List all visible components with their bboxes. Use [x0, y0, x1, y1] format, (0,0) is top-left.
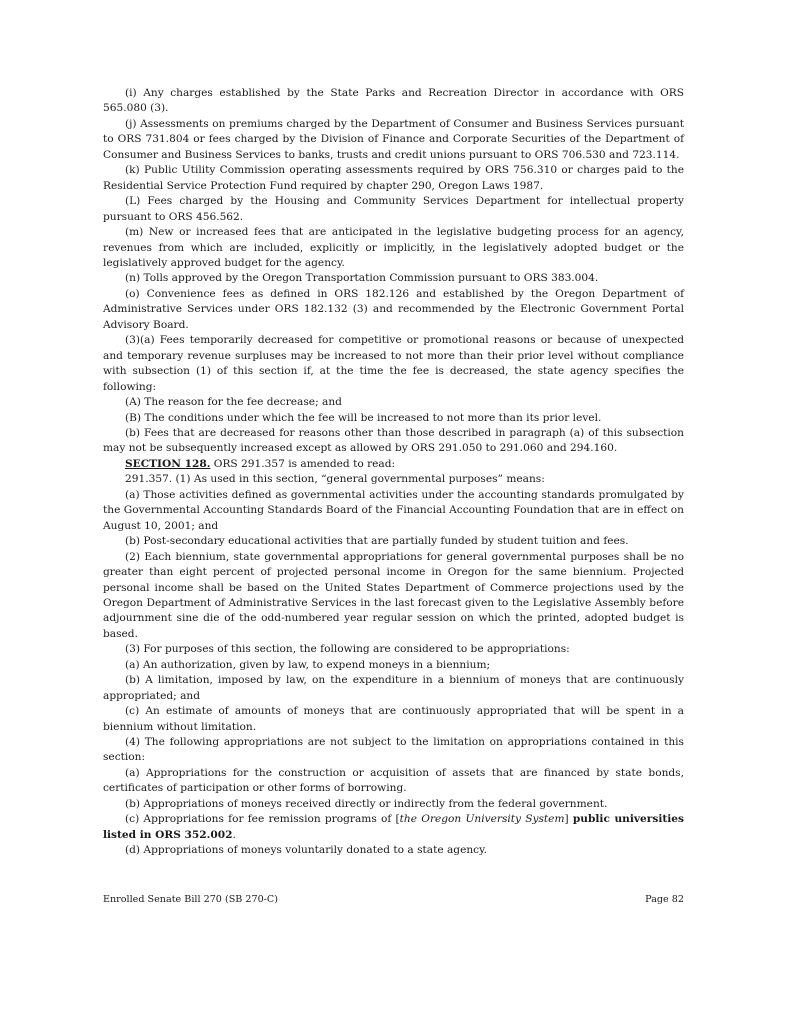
paragraph-1a: (a) Those activities defined as governmental activities under the accounting standards promulgated by the Governmental Accounting Standards Board of the Financial Accounting Foundation that are in effect on August 10, 2001; and: [103, 488, 684, 532]
page-number: Page 82: [645, 894, 684, 905]
section-128-line: [103, 457, 684, 472]
paragraph-k: (k) Public Utility Commission operating assessments required by ORS 756.310 or charges paid to the Residential Service Protection Fund required by chapter 290, Oregon Laws 1987.: [103, 164, 684, 192]
paragraph-2: (2) Each biennium, state governmental appropriations for general governmental purposes shall be no greater than eight percent of projected personal income in Oregon for the same biennium. Projected personal income shall be based on the United States Department of Commerce projections used by the Oregon Department of Administrative Services in the last forecast given to the Legislative Assembly before adjournment sine die of the odd-numbered year regular session on which the printed, adopted budget is based.: [103, 550, 684, 640]
deleted-text: the Oregon University System: [399, 813, 565, 826]
para-4c-prefix: (c) Appropriations for fee remission programs of [: [125, 813, 400, 826]
page-footer: [103, 894, 684, 905]
paragraph-3-a: (a) An authorization, given by law, to expend moneys in a biennium;: [125, 658, 491, 671]
section-intro: ORS 291.357 is amended to read:: [210, 457, 396, 470]
para-4c-middle: ]: [564, 813, 573, 826]
paragraph-l: (L) Fees charged by the Housing and Community Services Department for intellectual property pursuant to ORS 456.562.: [103, 195, 684, 223]
paragraph-3b: (b) Fees that are decreased for reasons other than those described in paragraph (a) of this subsection may not be subsequently increased except as allowed by ORS 291.050 to 291.060 and 294.160.: [103, 426, 684, 455]
bill-identifier: Enrolled Senate Bill 270 (SB 270-C): [103, 894, 278, 905]
paragraph-3: (3) For purposes of this section, the following are considered to be appropriations:: [125, 643, 570, 656]
inserted-text: public universities listed in ORS 352.002: [103, 813, 684, 841]
paragraph-4c: [103, 812, 684, 843]
paragraph-4: (4) The following appropriations are not subject to the limitation on appropriations contained in this section:: [103, 736, 684, 764]
section-heading: SECTION 128.: [125, 457, 211, 470]
paragraph-3-c: (c) An estimate of amounts of moneys that are continuously appropriated that will be spent in a biennium without limitation.: [103, 705, 684, 733]
paragraph-1b: (b) Post-secondary educational activities that are partially funded by student tuition and fees.: [125, 535, 629, 548]
paragraph-i: (i) Any charges established by the State Parks and Recreation Director in accordance with ORS 565.080 (3).: [103, 87, 684, 115]
paragraph-3a: (3)(a) Fees temporarily decreased for competitive or promotional reasons or because of unexpected and temporary revenue surpluses may be increased to not more than their prior level without compliance with subsection (1) of this section if, at the time the fee is decreased, the state agency specifies the following:: [103, 334, 684, 393]
document-body: [103, 86, 684, 859]
paragraph-j: (j) Assessments on premiums charged by the Department of Consumer and Business Services pursuant to ORS 731.804 or fees charged by the Division of Finance and Corporate Securities of the Department of Consumer and Business Services to banks, trusts and credit unions pursuant to ORS 706.530 and 723.114.: [103, 117, 684, 161]
paragraph-3a-B: (B) The conditions under which the fee will be increased to not more than its prior level.: [125, 411, 602, 424]
paragraph-m: (m) New or increased fees that are anticipated in the legislative budgeting process for an agency, revenues from which are included, explicitly or implicitly, in the legislatively adopted budget or the legislatively approved budget for the agency.: [103, 226, 684, 269]
paragraph-3-b: (b) A limitation, imposed by law, on the expenditure in a biennium of moneys that are continuously appropriated; and: [103, 674, 684, 702]
paragraph-4b: (b) Appropriations of moneys received directly or indirectly from the federal government.: [125, 797, 608, 810]
paragraph-4a: (a) Appropriations for the construction or acquisition of assets that are financed by state bonds, certificates of participation or other forms of borrowing.: [103, 766, 684, 795]
paragraph-4d: (d) Appropriations of moneys voluntarily donated to a state agency.: [125, 844, 488, 857]
paragraph-n: (n) Tolls approved by the Oregon Transportation Commission pursuant to ORS 383.004.: [125, 272, 599, 285]
paragraph-3a-A: (A) The reason for the fee decrease; and: [125, 396, 342, 409]
statute-intro: 291.357. (1) As used in this section, “general governmental purposes” means:: [125, 473, 545, 486]
paragraph-o: (o) Convenience fees as defined in ORS 182.126 and established by the Oregon Department of Administrative Services under ORS 182.132 (3) and recommended by the Electronic Government Portal Advisory Board.: [103, 287, 684, 331]
para-4c-suffix: .: [232, 828, 236, 841]
